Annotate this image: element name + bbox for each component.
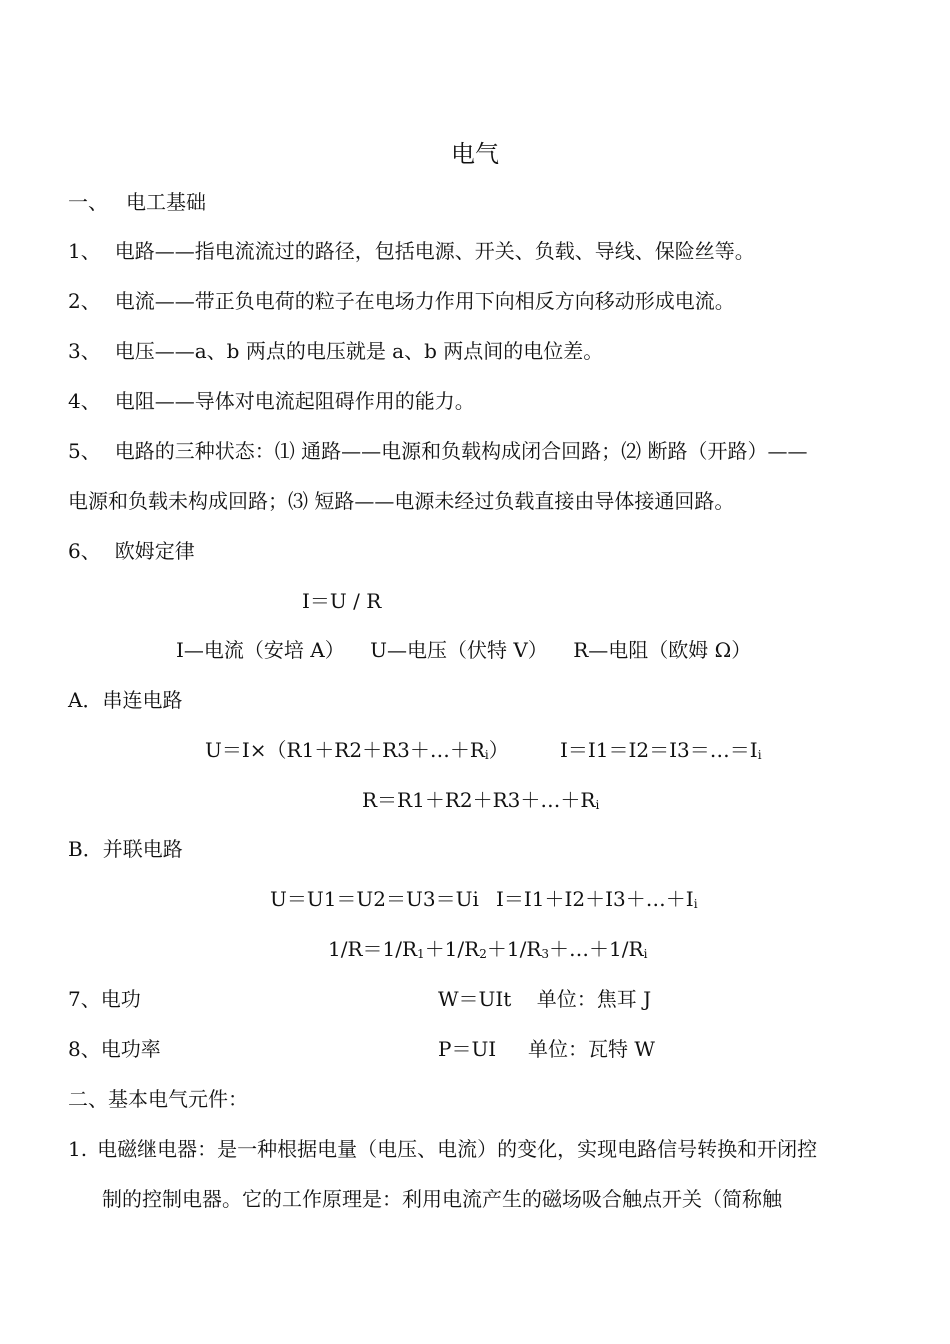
item-text: 电压——a、b 两点的电压就是 a、b 两点间的电位差。 [114,339,604,363]
item-circuit-states-continued: 电源和负载未构成回路；⑶ 短路——电源未经过负载直接由导体接通回路。 [68,489,735,513]
item-number: 6、 [68,539,101,563]
item-current [68,289,735,313]
component-relay-continued: 制的控制电器。它的工作原理是：利用电流产生的磁场吸合触点开关（简称触 [102,1187,782,1211]
item-text: 电流——带正负电荷的粒子在电场力作用下向相反方向移动形成电流。 [114,289,735,313]
item-circuit [68,239,755,263]
parallel-circuit-label: B．并联电路 [68,837,183,861]
electric-work-formula: W＝UIt 单位：焦耳 J [438,987,652,1011]
parallel-voltage-formula: U＝U1＝U2＝U3＝Ui [270,887,479,911]
ohm-formula: I＝U / R [302,589,382,613]
item-number: 4、 [68,389,101,413]
item-number: 1、 [68,239,101,263]
item-text: 电路的三种状态：⑴ 通路——电源和负载构成闭合回路；⑵ 断路（开路）—— [114,439,808,463]
electric-power-label: 8、电功率 [68,1037,161,1061]
series-voltage-formula: $U=I\times(R1+R2+R3+\dots+R_i)$ [205,738,509,762]
series-circuit-label: A．串连电路 [68,688,183,712]
series-resistance-formula: $R=R1+R2+R3+\dots+R_i$ [362,788,600,812]
item-ohms-law [68,539,195,563]
item-text: 电路——指电流流过的路径，包括电源、开关、负载、导线、保险丝等。 [114,239,755,263]
series-current-formula: $I=I1=I2=I3=\dots=I_i$ [560,738,762,762]
electric-work-label: 7、电功 [68,987,141,1011]
item-resistance [68,389,475,413]
section-heading-components: 二、基本电气元件： [68,1087,248,1111]
item-voltage [68,339,603,363]
item-text: 电磁继电器：是一种根据电量（电压、电流）的变化，实现电路信号转换和开闭控 [97,1137,818,1161]
component-relay [68,1137,817,1161]
page-title: 电气 [451,140,499,168]
section-heading-basics [68,190,206,214]
item-text: 电阻——导体对电流起阻碍作用的能力。 [114,389,475,413]
item-text: 欧姆定律 [114,539,195,563]
parallel-current-formula: $I=I1+I2+I3+\dots+I_i$ [496,887,698,911]
parallel-resistance-formula: $1/R=1/R_1+1/R_2+1/R_3+\dots+1/R_i$ [328,937,648,961]
item-circuit-states [68,439,807,463]
section-number: 一、 [68,190,108,214]
item-number: 5、 [68,439,101,463]
item-number: 1. [68,1137,88,1161]
section-title: 电工基础 [126,190,206,214]
electric-power-formula: P＝UI 单位：瓦特 W [438,1037,655,1061]
item-number: 3、 [68,339,101,363]
item-number: 2、 [68,289,101,313]
ohm-legend: I—电流（安培 A） U—电压（伏特 V） R—电阻（欧姆 Ω） [176,638,752,662]
